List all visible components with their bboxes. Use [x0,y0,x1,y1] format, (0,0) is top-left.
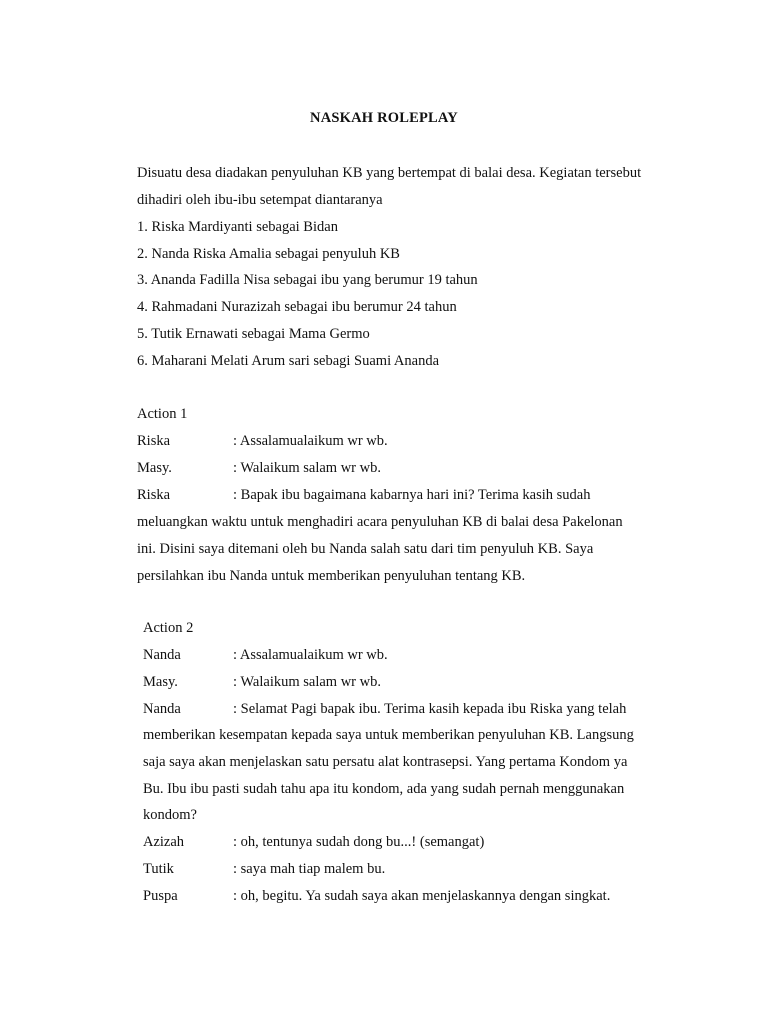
dialogue-text: : Bapak ibu bagaimana kabarnya hari ini? Terima kasih sudah [233,487,591,503]
dialogue-continuation: ini. Disini saya ditemani oleh bu Nanda salah satu dari tim penyuluh KB. Saya [137,541,594,557]
dialogue-speaker: Tutik [143,861,174,877]
dialogue-speaker: Masy. [143,674,178,690]
dialogue-text: : Selamat Pagi bapak ibu. Terima kasih kepada ibu Riska yang telah [233,701,627,717]
dialogue-speaker: Masy. [137,460,172,476]
dialogue-text: : Assalamualaikum wr wb. [233,647,388,663]
dialogue-text: : Walaikum salam wr wb. [233,460,381,476]
dialogue-text: : Assalamualaikum wr wb. [233,433,388,449]
intro-line: dihadiri oleh ibu-ibu setempat diantaranya [137,192,383,208]
dialogue-text: : oh, begitu. Ya sudah saya akan menjelaskannya dengan singkat. [233,888,611,904]
intro-line: Disuatu desa diadakan penyuluhan KB yang bertempat di balai desa. Kegiatan tersebut [137,165,642,181]
dialogue-speaker: Riska [137,487,171,503]
document-title: NASKAH ROLEPLAY [310,110,458,126]
dialogue-continuation: meluangkan waktu untuk menghadiri acara penyuluhan KB di balai desa Pakelonan [137,514,623,530]
dialogue-text: : saya mah tiap malem bu. [233,861,386,877]
cast-item: 6. Maharani Melati Arum sari sebagi Suami Ananda [137,353,440,369]
dialogue-continuation: kondom? [143,807,197,823]
cast-item: 4. Rahmadani Nurazizah sebagai ibu berumur 24 tahun [137,299,457,315]
dialogue-text: : Walaikum salam wr wb. [233,674,381,690]
dialogue-speaker: Azizah [143,834,185,850]
dialogue-speaker: Nanda [143,647,181,663]
dialogue-continuation: memberikan kesempatan kepada saya untuk memberikan penyuluhan KB. Langsung [143,727,634,743]
cast-item: 3. Ananda Fadilla Nisa sebagai ibu yang berumur 19 tahun [137,272,478,288]
dialogue-speaker: Riska [137,433,171,449]
cast-item: 1. Riska Mardiyanti sebagai Bidan [137,219,338,235]
dialogue-continuation: saja saya akan menjelaskan satu persatu alat kontrasepsi. Yang pertama Kondom ya [143,754,628,770]
action-heading: Action 1 [137,406,188,422]
action-heading: Action 2 [143,620,194,636]
dialogue-speaker: Puspa [143,888,178,904]
cast-item: 5. Tutik Ernawati sebagai Mama Germo [137,326,370,342]
cast-item: 2. Nanda Riska Amalia sebagai penyuluh KB [137,246,400,262]
dialogue-text: : oh, tentunya sudah dong bu...! (semangat) [233,834,485,850]
dialogue-continuation: persilahkan ibu Nanda untuk memberikan penyuluhan tentang KB. [137,568,526,584]
dialogue-speaker: Nanda [143,701,181,717]
dialogue-continuation: Bu. Ibu ibu pasti sudah tahu apa itu kondom, ada yang sudah pernah menggunakan [143,781,625,797]
